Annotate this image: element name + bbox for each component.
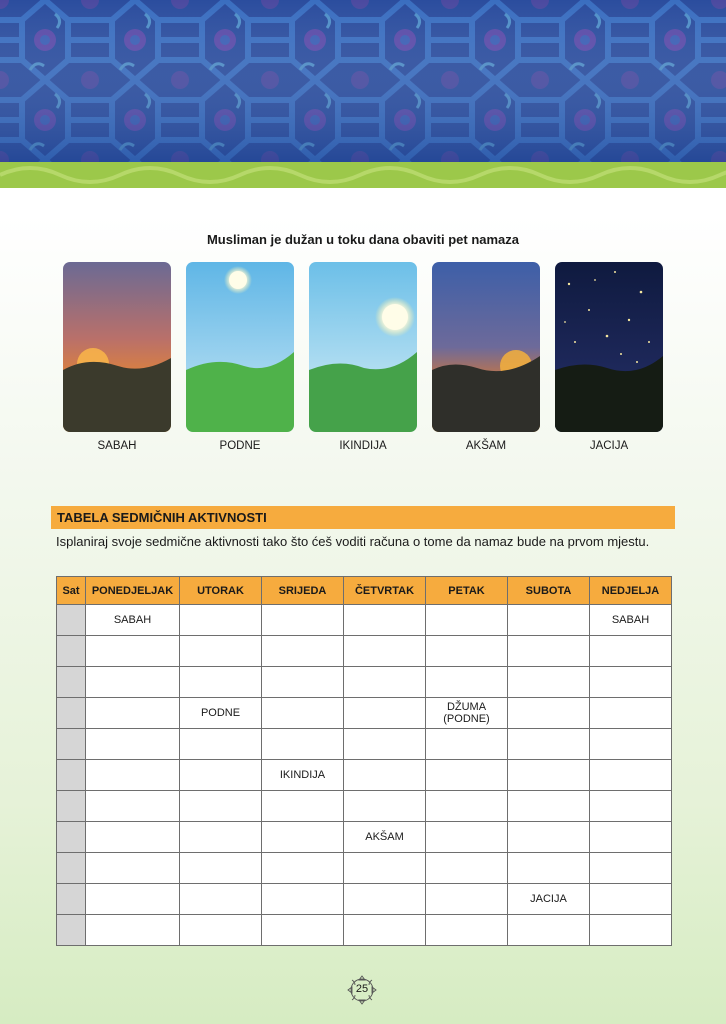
table-cell [180,791,262,822]
sat-cell [57,636,86,667]
afternoon-sun-landscape-icon [309,262,417,432]
table-cell [262,667,344,698]
sat-cell [57,698,86,729]
noon-sun-landscape-icon [186,262,294,432]
table-cell [86,884,180,915]
table-cell [86,729,180,760]
sat-cell [57,667,86,698]
sat-cell [57,760,86,791]
table-cell [344,791,426,822]
table-cell [508,605,590,636]
table-cell [590,667,672,698]
table-row [57,605,672,636]
table-cell [590,729,672,760]
table-cell [86,636,180,667]
table-cell [262,636,344,667]
table-cell [590,915,672,946]
table-cell [86,915,180,946]
table-cell [180,760,262,791]
dawn-landscape-icon [63,262,171,432]
sat-cell [57,791,86,822]
table-row [57,853,672,884]
table-cell [590,884,672,915]
page-number-badge [344,974,380,1006]
table-cell [262,915,344,946]
table-cell [508,667,590,698]
table-cell: JACIJA [508,884,590,915]
column-header-day: ČETVRTAK [344,577,426,605]
table-cell [180,884,262,915]
table-cell [180,729,262,760]
prayer-label: SABAH [97,440,137,452]
table-cell [508,791,590,822]
sat-cell [57,915,86,946]
prayer-cards [63,262,663,432]
instructions-text: Isplaniraj svoje sedmične aktivnosti tako što ćeš voditi računa o tome da namaz bude na prvom mjestu. [56,534,650,549]
table-cell: PODNE [180,698,262,729]
table-row [57,636,672,667]
prayer-label: IKINDIJA [339,440,387,452]
table-cell [86,760,180,791]
table-cell [344,698,426,729]
table-cell [590,760,672,791]
sunset-landscape-icon [432,262,540,432]
table-row [57,729,672,760]
table-cell: AKŠAM [344,822,426,853]
table-cell [344,884,426,915]
table-cell [262,853,344,884]
sat-cell [57,729,86,760]
table-cell [508,698,590,729]
table-cell [86,853,180,884]
table-cell [426,853,508,884]
table-cell [180,667,262,698]
table-cell: IKINDIJA [262,760,344,791]
table-cell [590,822,672,853]
decorative-header-banner [0,0,726,188]
column-header-day: UTORAK [180,577,262,605]
table-cell [180,915,262,946]
table-cell [508,915,590,946]
table-cell [426,729,508,760]
table-cell [508,822,590,853]
table-cell [508,760,590,791]
table-cell [344,729,426,760]
table-cell [344,915,426,946]
table-cell [508,636,590,667]
table-cell: SABAH [590,605,672,636]
table-cell [344,853,426,884]
table-cell [426,667,508,698]
table-cell [590,698,672,729]
table-cell [590,636,672,667]
table-body [57,605,672,946]
table-cell [262,698,344,729]
table-cell [262,822,344,853]
column-header-day: PETAK [426,577,508,605]
table-cell: DŽUMA (PODNE) [426,698,508,729]
prayer-label: PODNE [219,440,261,452]
table-cell [180,822,262,853]
section-title: TABELA SEDMIČNIH AKTIVNOSTI [57,510,267,525]
table-cell [590,853,672,884]
table-cell [86,791,180,822]
prayer-label: JACIJA [589,440,629,452]
table-cell [508,853,590,884]
table-cell: SABAH [86,605,180,636]
page-number: 25 [355,983,369,995]
table-cell [86,822,180,853]
table-row [57,698,672,729]
table-cell [344,605,426,636]
section-header-bar [51,506,675,529]
sat-cell [57,822,86,853]
table-cell [508,729,590,760]
column-header-sat: Sat [57,577,86,605]
sat-cell [57,884,86,915]
column-header-day: SUBOTA [508,577,590,605]
table-row [57,884,672,915]
table-cell [262,791,344,822]
table-header-row [57,577,672,605]
table-cell [426,605,508,636]
table-cell [344,667,426,698]
table-cell [180,853,262,884]
table-cell [426,822,508,853]
table-cell [426,636,508,667]
table-cell [262,605,344,636]
table-cell [86,698,180,729]
table-cell [262,884,344,915]
column-header-day: SRIJEDA [262,577,344,605]
table-cell [344,760,426,791]
table-row [57,915,672,946]
sat-cell [57,605,86,636]
table-row [57,667,672,698]
prayer-label: AKŠAM [465,440,507,452]
prayer-labels [63,440,663,456]
table-cell [426,760,508,791]
table-cell [426,915,508,946]
table-cell [262,729,344,760]
table-cell [426,791,508,822]
table-row [57,822,672,853]
night-stars-landscape-icon [555,262,663,432]
table-row [57,760,672,791]
table-cell [86,667,180,698]
table-cell [344,636,426,667]
column-header-day: NEDJELJA [590,577,672,605]
table-row [57,791,672,822]
weekly-activities-table [56,576,672,946]
table-cell [180,605,262,636]
table-cell [426,884,508,915]
table-cell [590,791,672,822]
column-header-day: PONEDJELJAK [86,577,180,605]
prayers-subtitle: Musliman je dužan u toku dana obaviti pet namaza [206,232,520,247]
table-cell [180,636,262,667]
sat-cell [57,853,86,884]
